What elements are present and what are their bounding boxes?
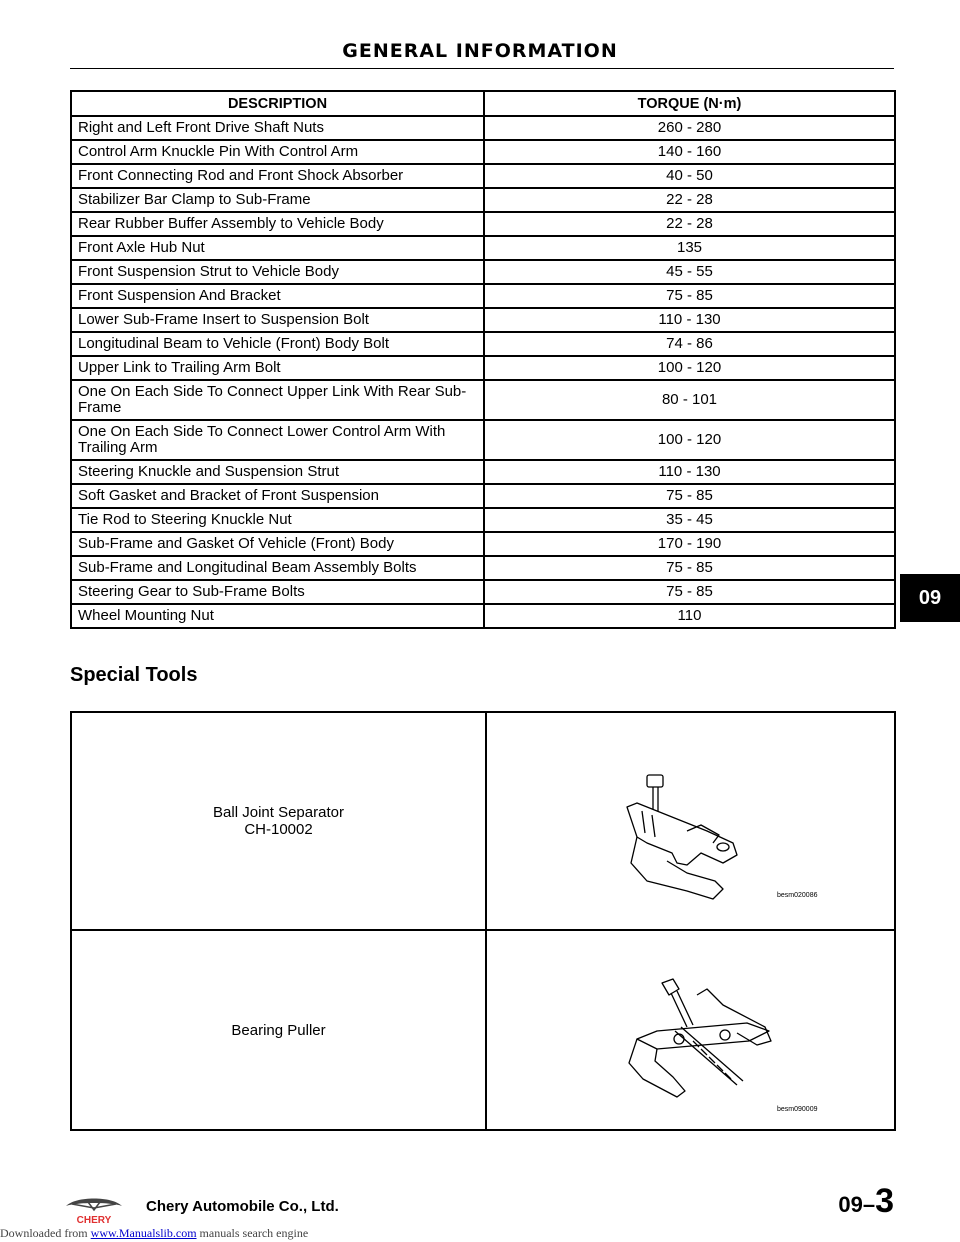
download-suffix: manuals search engine bbox=[199, 1226, 309, 1240]
table-row bbox=[71, 532, 895, 556]
tool-row bbox=[71, 930, 895, 1130]
tool-image-caption: besm090009 bbox=[777, 1106, 818, 1113]
table-row bbox=[71, 420, 895, 460]
torque-cell: 110 - 130 bbox=[484, 460, 895, 484]
table-row bbox=[71, 308, 895, 332]
description-cell: Steering Gear to Sub-Frame Bolts bbox=[71, 580, 484, 604]
torque-specification-table bbox=[70, 90, 896, 629]
description-cell: Rear Rubber Buffer Assembly to Vehicle Body bbox=[71, 212, 484, 236]
torque-cell: 110 bbox=[484, 604, 895, 628]
torque-cell: 45 - 55 bbox=[484, 260, 895, 284]
torque-cell: 22 - 28 bbox=[484, 212, 895, 236]
tool-name: Ball Joint Separator bbox=[213, 804, 344, 821]
column-header-torque: TORQUE (N·m) bbox=[484, 91, 895, 116]
table-row bbox=[71, 284, 895, 308]
chery-logo-text: CHERY bbox=[76, 1215, 112, 1226]
column-header-description: DESCRIPTION bbox=[71, 91, 484, 116]
torque-cell: 100 - 120 bbox=[484, 356, 895, 380]
download-note bbox=[0, 1226, 308, 1241]
torque-cell: 22 - 28 bbox=[484, 188, 895, 212]
torque-cell: 100 - 120 bbox=[484, 420, 895, 460]
table-row bbox=[71, 212, 895, 236]
tool-name: Bearing Puller bbox=[231, 1021, 326, 1039]
description-cell: Control Arm Knuckle Pin With Control Arm bbox=[71, 140, 484, 164]
torque-cell: 74 - 86 bbox=[484, 332, 895, 356]
torque-cell: 110 - 130 bbox=[484, 308, 895, 332]
special-tools-table bbox=[70, 711, 896, 1131]
special-tools-heading: Special Tools bbox=[70, 664, 198, 686]
description-cell: Sub-Frame and Gasket Of Vehicle (Front) Body bbox=[71, 532, 484, 556]
description-cell: Front Suspension And Bracket bbox=[71, 284, 484, 308]
tool-name-cell bbox=[71, 712, 486, 930]
torque-cell: 75 - 85 bbox=[484, 556, 895, 580]
description-cell: Wheel Mounting Nut bbox=[71, 604, 484, 628]
description-cell: Longitudinal Beam to Vehicle (Front) Body Bolt bbox=[71, 332, 484, 356]
description-cell: Stabilizer Bar Clamp to Sub-Frame bbox=[71, 188, 484, 212]
description-cell: Tie Rod to Steering Knuckle Nut bbox=[71, 508, 484, 532]
manualslib-link[interactable]: www.Manualslib.com bbox=[90, 1226, 197, 1240]
chery-logo-icon bbox=[62, 1196, 126, 1226]
description-cell: Steering Knuckle and Suspension Strut bbox=[71, 460, 484, 484]
torque-cell: 40 - 50 bbox=[484, 164, 895, 188]
table-row bbox=[71, 604, 895, 628]
description-cell: Front Connecting Rod and Front Shock Absorber bbox=[71, 164, 484, 188]
bearing-puller-illustration bbox=[487, 931, 900, 1127]
tool-row bbox=[71, 712, 895, 930]
table-row bbox=[71, 580, 895, 604]
table-row bbox=[71, 356, 895, 380]
torque-cell: 170 - 190 bbox=[484, 532, 895, 556]
description-cell: Front Suspension Strut to Vehicle Body bbox=[71, 260, 484, 284]
description-cell: Upper Link to Trailing Arm Bolt bbox=[71, 356, 484, 380]
table-row bbox=[71, 484, 895, 508]
torque-cell: 35 - 45 bbox=[484, 508, 895, 532]
download-prefix: Downloaded from bbox=[0, 1226, 88, 1240]
description-cell: Right and Left Front Drive Shaft Nuts bbox=[71, 116, 484, 140]
table-header-row bbox=[71, 91, 895, 116]
ball-joint-separator-illustration bbox=[487, 713, 900, 927]
table-row bbox=[71, 332, 895, 356]
torque-cell: 260 - 280 bbox=[484, 116, 895, 140]
page-number-value: 3 bbox=[875, 1182, 894, 1220]
table-row bbox=[71, 460, 895, 484]
description-cell: Soft Gasket and Bracket of Front Suspension bbox=[71, 484, 484, 508]
torque-cell: 75 - 85 bbox=[484, 284, 895, 308]
section-tab: 09 bbox=[900, 574, 960, 622]
page-prefix: 09– bbox=[838, 1192, 876, 1217]
table-row bbox=[71, 188, 895, 212]
table-row bbox=[71, 116, 895, 140]
torque-cell: 75 - 85 bbox=[484, 484, 895, 508]
table-row bbox=[71, 140, 895, 164]
description-cell: Sub-Frame and Longitudinal Beam Assembly Bolts bbox=[71, 556, 484, 580]
tool-name-cell bbox=[71, 930, 486, 1130]
table-row bbox=[71, 164, 895, 188]
tool-image-caption: besm020086 bbox=[777, 892, 818, 899]
page-number bbox=[838, 1182, 894, 1221]
table-row bbox=[71, 260, 895, 284]
torque-cell: 140 - 160 bbox=[484, 140, 895, 164]
tool-image-cell bbox=[486, 712, 895, 930]
table-row bbox=[71, 380, 895, 420]
table-row bbox=[71, 556, 895, 580]
table-row bbox=[71, 508, 895, 532]
description-cell: Front Axle Hub Nut bbox=[71, 236, 484, 260]
tool-image-cell bbox=[486, 930, 895, 1130]
footer-company: Chery Automobile Co., Ltd. bbox=[146, 1198, 339, 1215]
table-row bbox=[71, 236, 895, 260]
description-cell: One On Each Side To Connect Upper Link With Rear Sub-Frame bbox=[71, 380, 484, 420]
description-cell: One On Each Side To Connect Lower Control Arm With Trailing Arm bbox=[71, 420, 484, 460]
page-header-title: GENERAL INFORMATION bbox=[342, 40, 618, 62]
torque-cell: 135 bbox=[484, 236, 895, 260]
tool-code: CH-10002 bbox=[244, 821, 313, 838]
header-divider bbox=[70, 68, 894, 69]
torque-cell: 80 - 101 bbox=[484, 380, 895, 420]
torque-cell: 75 - 85 bbox=[484, 580, 895, 604]
description-cell: Lower Sub-Frame Insert to Suspension Bolt bbox=[71, 308, 484, 332]
